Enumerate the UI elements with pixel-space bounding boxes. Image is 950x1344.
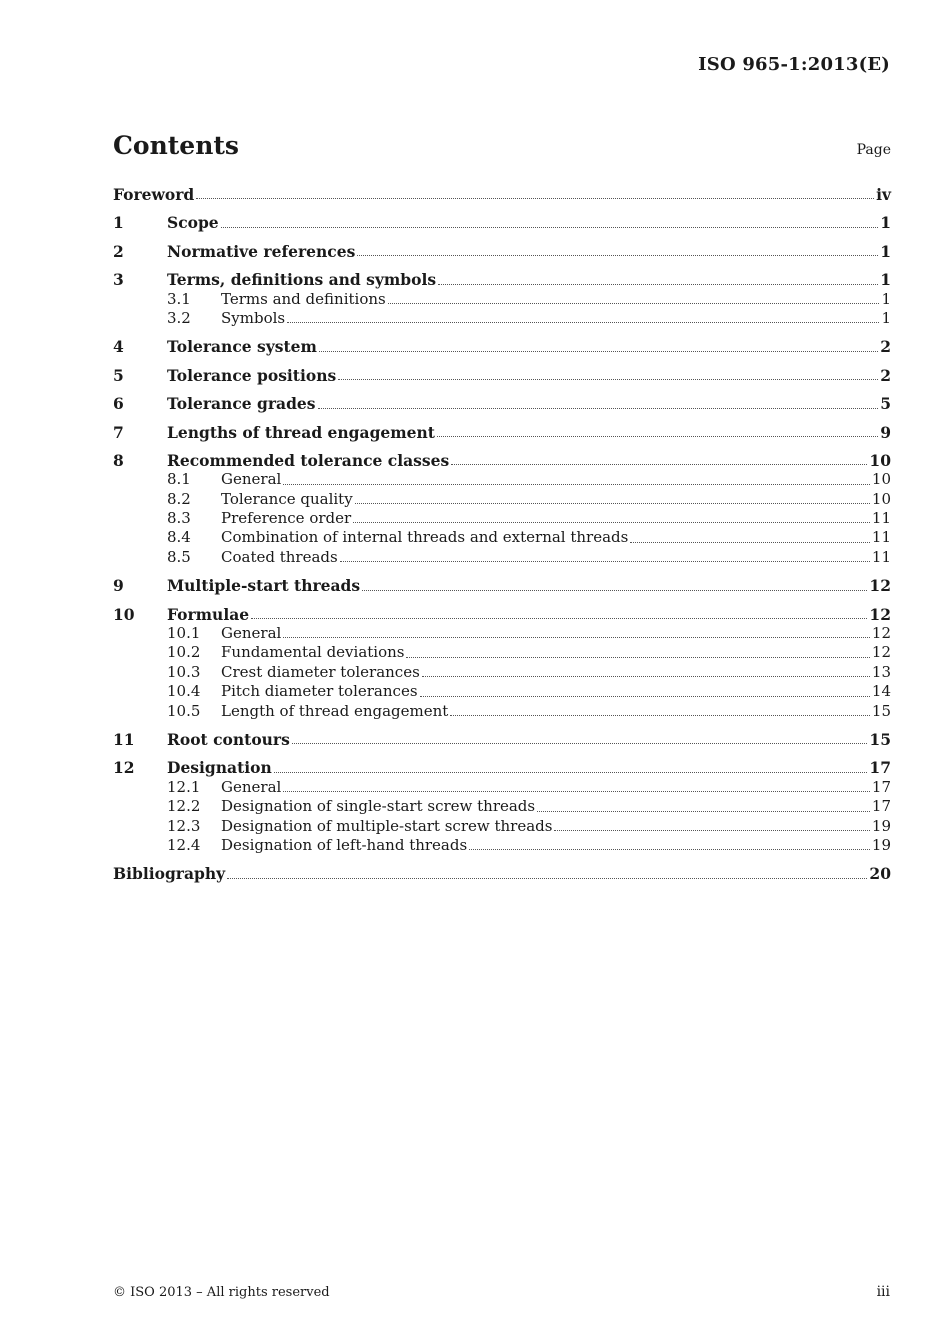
toc-entry[interactable] <box>113 451 891 470</box>
toc-entry-number: 9 <box>113 576 124 596</box>
dot-leader <box>283 483 870 485</box>
dot-leader <box>287 321 879 323</box>
toc-entry[interactable] <box>113 663 891 682</box>
toc-entry-page[interactable]: 15 <box>869 729 891 749</box>
dot-leader <box>357 254 878 256</box>
dot-leader <box>451 463 867 465</box>
toc-entry-page[interactable]: 1 <box>880 213 891 233</box>
toc-entry-title[interactable]: Preference order <box>221 509 352 528</box>
dot-leader <box>283 636 870 638</box>
toc-entry-page[interactable]: 15 <box>871 701 891 720</box>
toc-entry-title[interactable]: Foreword <box>113 185 195 204</box>
toc-entry-page[interactable]: 17 <box>871 777 891 796</box>
toc-entry-title[interactable]: Normative references <box>167 241 356 261</box>
toc-entry-title[interactable]: Symbols <box>221 308 286 327</box>
dot-leader <box>554 829 869 831</box>
dot-leader <box>292 742 868 744</box>
dot-leader <box>353 521 870 523</box>
toc-entry-title[interactable]: Recommended tolerance classes <box>167 450 450 470</box>
toc-entry-number: 10.4 <box>167 682 201 701</box>
table-of-contents <box>113 185 891 884</box>
dot-leader <box>319 350 878 352</box>
toc-entry-number: 3.1 <box>167 289 191 308</box>
dot-leader <box>283 790 870 792</box>
dot-leader <box>340 560 870 562</box>
toc-entry[interactable] <box>113 423 891 442</box>
toc-entry[interactable] <box>113 528 891 547</box>
toc-entry-title[interactable]: Combination of internal threads and external threads <box>221 528 629 547</box>
dot-leader <box>450 714 870 716</box>
toc-entry-page[interactable]: 14 <box>871 682 891 701</box>
dot-leader <box>437 435 878 437</box>
toc-entry-title[interactable]: Tolerance system <box>167 337 317 357</box>
toc-entry-page[interactable]: 2 <box>880 337 891 357</box>
toc-entry[interactable] <box>113 185 891 204</box>
toc-entry-title[interactable]: Length of thread engagement <box>221 701 449 720</box>
document-id: ISO 965-1:2013(E) <box>698 54 890 75</box>
page-number: iii <box>876 1284 890 1300</box>
toc-entry-number: 10.2 <box>167 643 201 662</box>
toc-entry-page[interactable]: 12 <box>869 604 891 624</box>
toc-entry[interactable] <box>113 213 891 232</box>
toc-entry-page[interactable]: 11 <box>871 528 891 547</box>
toc-entry-number: 7 <box>113 422 124 442</box>
toc-entry-page[interactable]: 1 <box>880 241 891 261</box>
toc-entry-number: 11 <box>113 729 135 749</box>
toc-entry-page[interactable]: 9 <box>880 422 891 442</box>
toc-entry-page[interactable]: iv <box>876 185 891 204</box>
toc-entry-number: 8 <box>113 450 124 470</box>
toc-entry-title[interactable]: Designation of left-hand threads <box>221 835 468 854</box>
dot-leader <box>469 848 870 850</box>
dot-leader <box>318 407 879 409</box>
toc-entry-title[interactable]: Tolerance grades <box>167 394 316 414</box>
toc-entry-page[interactable]: 1 <box>880 270 891 290</box>
toc-entry-number: 6 <box>113 394 124 414</box>
contents-title: Contents <box>113 131 240 160</box>
toc-entry[interactable] <box>113 548 891 567</box>
dot-leader <box>196 197 874 199</box>
toc-entry-number: 12 <box>113 758 135 778</box>
dot-leader <box>355 502 870 504</box>
toc-entry[interactable] <box>113 394 891 413</box>
toc-entry-title[interactable]: Fundamental deviations <box>221 643 405 662</box>
toc-entry[interactable] <box>113 702 891 721</box>
toc-entry-page[interactable]: 11 <box>871 509 891 528</box>
toc-entry[interactable] <box>113 366 891 385</box>
toc-entry-number: 8.2 <box>167 489 191 508</box>
toc-entry[interactable] <box>113 817 891 836</box>
toc-entry-number: 3 <box>113 270 124 290</box>
copyright-notice: © ISO 2013 – All rights reserved <box>113 1285 330 1300</box>
toc-entry[interactable] <box>113 337 891 356</box>
toc-entry-title[interactable]: Tolerance positions <box>167 365 337 385</box>
toc-entry[interactable] <box>113 490 891 509</box>
toc-entry-title[interactable]: Formulae <box>167 604 250 624</box>
toc-entry-number: 3.2 <box>167 308 191 327</box>
toc-entry-page[interactable]: 1 <box>881 308 891 327</box>
toc-entry[interactable] <box>113 509 891 528</box>
toc-entry-number: 12.1 <box>167 777 201 796</box>
toc-entry-title[interactable]: Multiple-start threads <box>167 576 361 596</box>
dot-leader <box>227 877 867 879</box>
toc-entry-title[interactable]: Root contours <box>167 729 290 749</box>
page-column-label: Page <box>856 142 891 158</box>
dot-leader <box>438 283 878 285</box>
toc-entry-title[interactable]: Pitch diameter tolerances <box>221 682 418 701</box>
toc-entry-page[interactable]: 17 <box>869 758 891 778</box>
toc-entry[interactable] <box>113 576 891 595</box>
toc-entry-title[interactable]: General <box>221 777 282 796</box>
toc-entry-number: 5 <box>113 365 124 385</box>
dot-leader <box>406 656 869 658</box>
toc-entry[interactable] <box>113 778 891 797</box>
toc-entry-title[interactable]: Bibliography <box>113 864 226 884</box>
toc-entry[interactable] <box>113 624 891 643</box>
toc-entry-number: 2 <box>113 241 124 261</box>
toc-entry-page[interactable]: 19 <box>871 816 891 835</box>
dot-leader <box>630 541 870 543</box>
toc-entry-title[interactable]: Tolerance quality <box>221 489 353 508</box>
toc-entry-number: 10.1 <box>167 624 201 643</box>
toc-entry-page[interactable]: 19 <box>871 835 891 854</box>
toc-entry-number: 8.5 <box>167 547 191 566</box>
toc-entry-page[interactable]: 13 <box>871 662 891 681</box>
toc-entry[interactable] <box>113 797 891 816</box>
toc-entry-number: 4 <box>113 337 124 357</box>
toc-entry-page[interactable]: 1 <box>881 289 891 308</box>
toc-entry-number: 10.3 <box>167 662 201 681</box>
toc-entry[interactable] <box>113 270 891 289</box>
toc-entry-title[interactable]: Designation of single-start screw threads <box>221 797 536 816</box>
toc-entry[interactable] <box>113 290 891 309</box>
dot-leader <box>537 810 870 812</box>
dot-leader <box>420 695 870 697</box>
toc-entry-title[interactable]: Terms, definitions and symbols <box>167 270 437 290</box>
toc-entry-number: 12.3 <box>167 816 201 835</box>
toc-entry-title[interactable]: Scope <box>167 213 219 233</box>
toc-entry[interactable] <box>113 242 891 261</box>
toc-entry-number: 8.3 <box>167 509 191 528</box>
dot-leader <box>274 771 868 773</box>
toc-entry-page[interactable]: 2 <box>880 365 891 385</box>
toc-entry-page[interactable]: 12 <box>871 624 891 643</box>
dot-leader <box>388 302 880 304</box>
toc-entry[interactable] <box>113 682 891 701</box>
toc-entry[interactable] <box>113 309 891 328</box>
toc-entry-title[interactable]: Coated threads <box>221 547 338 566</box>
toc-entry[interactable] <box>113 836 891 855</box>
dot-leader <box>221 226 879 228</box>
toc-entry-title[interactable]: Crest diameter tolerances <box>221 662 420 681</box>
toc-entry-title[interactable]: General <box>221 624 282 643</box>
toc-entry-page[interactable]: 5 <box>880 394 891 414</box>
dot-leader <box>338 378 878 380</box>
toc-entry[interactable] <box>113 605 891 624</box>
toc-entry[interactable] <box>113 643 891 662</box>
toc-entry[interactable] <box>113 730 891 749</box>
toc-entry-number: 12.4 <box>167 835 201 854</box>
toc-entry[interactable] <box>113 864 891 883</box>
toc-entry-title[interactable]: Terms and definitions <box>221 289 386 308</box>
toc-entry-number: 10 <box>113 604 135 624</box>
toc-entry-title[interactable]: Designation of multiple-start screw threads <box>221 816 553 835</box>
dot-leader <box>422 675 870 677</box>
toc-entry-page[interactable]: 17 <box>871 797 891 816</box>
toc-entry-page[interactable]: 20 <box>869 864 891 884</box>
toc-entry-page[interactable]: 10 <box>871 470 891 489</box>
toc-entry-number: 8.4 <box>167 528 191 547</box>
toc-entry-number: 12.2 <box>167 797 201 816</box>
toc-entry-page[interactable]: 10 <box>871 489 891 508</box>
toc-entry-title[interactable]: General <box>221 470 282 489</box>
toc-entry-title[interactable]: Lengths of thread engagement <box>167 422 435 442</box>
dot-leader <box>251 617 867 619</box>
toc-entry-page[interactable]: 12 <box>869 576 891 596</box>
toc-entry-number: 1 <box>113 213 124 233</box>
toc-entry[interactable] <box>113 470 891 489</box>
toc-entry-number: 8.1 <box>167 470 191 489</box>
toc-entry-page[interactable]: 10 <box>869 450 891 470</box>
toc-entry-title[interactable]: Designation <box>167 758 272 778</box>
dot-leader <box>362 589 867 591</box>
toc-entry-page[interactable]: 12 <box>871 643 891 662</box>
toc-entry-number: 10.5 <box>167 701 201 720</box>
toc-entry-page[interactable]: 11 <box>871 547 891 566</box>
toc-entry[interactable] <box>113 758 891 777</box>
